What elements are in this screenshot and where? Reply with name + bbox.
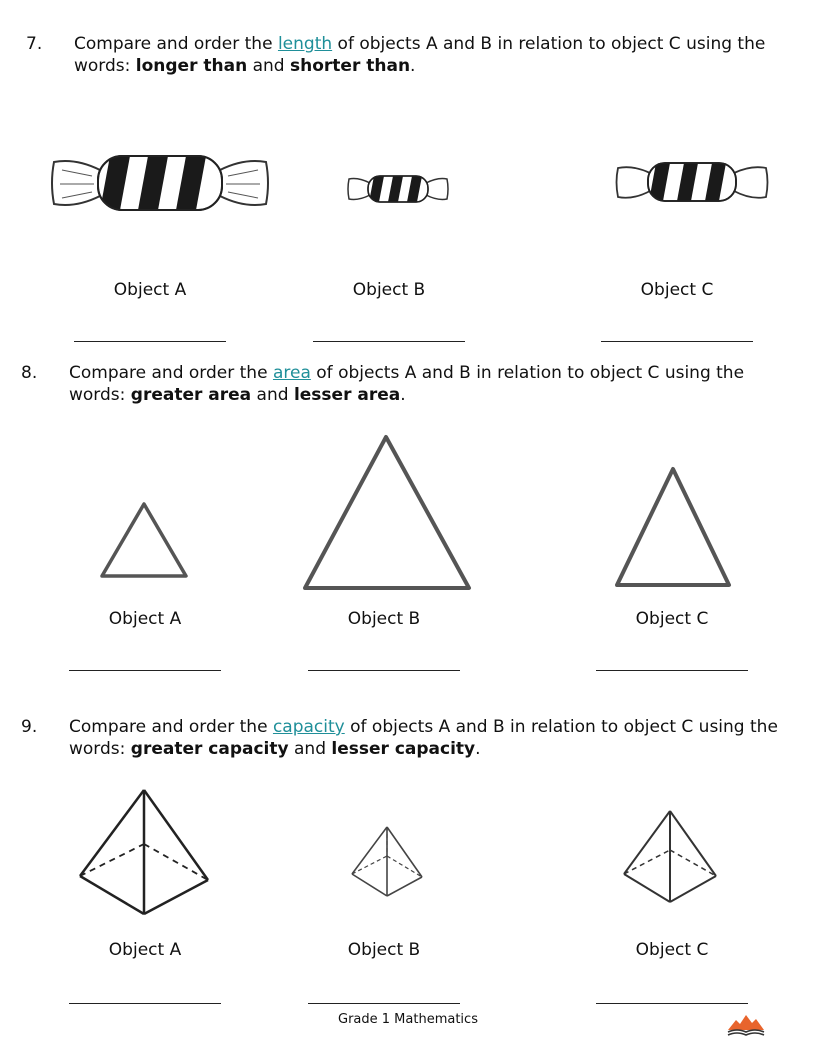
keyword-link[interactable]: length xyxy=(277,34,333,54)
triangle-object-a xyxy=(98,498,190,582)
pyramid-object-b xyxy=(348,824,426,900)
candy-object-c xyxy=(614,158,770,206)
object-a-label: Object A xyxy=(108,940,182,960)
answer-line-b[interactable] xyxy=(308,1003,460,1004)
question-number: 8. xyxy=(21,363,38,383)
footer-text: Grade 1 Mathematics xyxy=(338,1012,478,1027)
keyword-link[interactable]: capacity xyxy=(272,717,345,737)
pyramid-object-c xyxy=(620,808,720,906)
triangle-object-b xyxy=(300,432,474,594)
candy-object-a xyxy=(48,148,272,218)
candy-object-b xyxy=(346,172,450,206)
answer-line-b[interactable] xyxy=(313,341,465,342)
object-a-label: Object A xyxy=(113,280,187,300)
object-c-label: Object C xyxy=(640,280,714,300)
answer-line-a[interactable] xyxy=(69,1003,221,1004)
answer-line-c[interactable] xyxy=(596,1003,748,1004)
question-text: Compare and order the area of objects A and B in relation to object C using the words: greater area and lesser area. xyxy=(69,363,745,405)
question-number: 9. xyxy=(21,717,38,737)
object-a-label: Object A xyxy=(108,609,182,629)
answer-line-a[interactable] xyxy=(74,341,226,342)
object-b-label: Object B xyxy=(347,609,421,629)
answer-line-c[interactable] xyxy=(596,670,748,671)
object-c-label: Object C xyxy=(635,940,709,960)
question-text: Compare and order the capacity of objects A and B in relation to object C using the words: greater capacity and lesser capacity. xyxy=(69,717,778,759)
object-b-label: Object B xyxy=(347,940,421,960)
question-number: 7. xyxy=(26,34,43,54)
pyramid-object-a xyxy=(74,786,214,920)
answer-line-b[interactable] xyxy=(308,670,460,671)
question-text: Compare and order the length of objects A and B in relation to object C using the words: longer than and shorter than. xyxy=(74,34,766,76)
object-c-label: Object C xyxy=(635,609,709,629)
object-b-label: Object B xyxy=(352,280,426,300)
answer-line-c[interactable] xyxy=(601,341,753,342)
book-mountain-logo xyxy=(726,1012,766,1038)
triangle-object-c xyxy=(612,464,734,590)
keyword-link[interactable]: area xyxy=(272,363,311,383)
answer-line-a[interactable] xyxy=(69,670,221,671)
